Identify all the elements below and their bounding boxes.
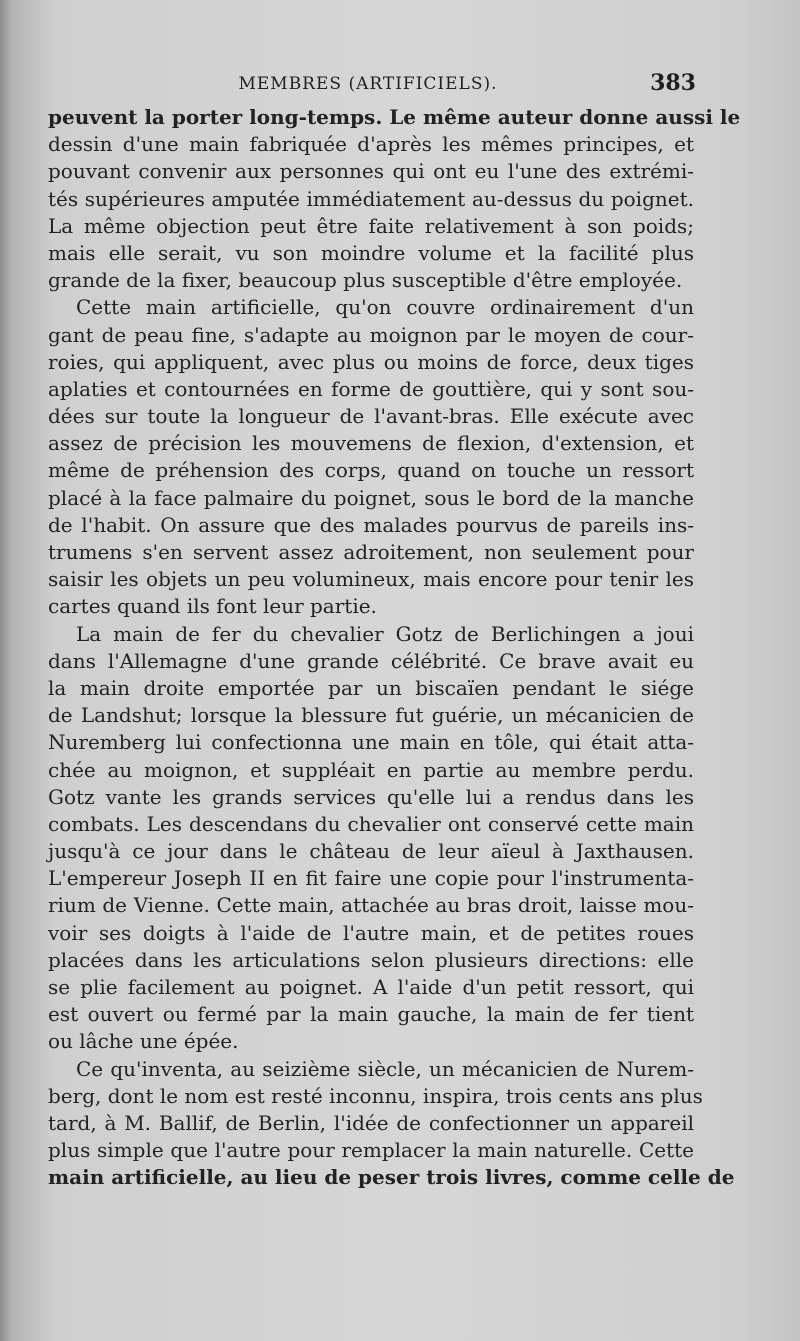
text-line: placées dans les articulations selon plusieurs directions: elle [48,947,694,972]
text-line: peuvent la porter long-temps. Le même auteur donne aussi le [48,105,741,129]
text-line: grande de la fixer, beaucoup plus susceptible d'être employée. [48,268,683,293]
text-line: de Landshut; lorsque la blessure fut guérie, un mécanicien de [48,703,694,728]
page-number: 383 [650,70,696,96]
page-gutter-shadow [0,0,14,1341]
text-line: ou lâche une épée. [48,1029,239,1054]
text-line: la main droite emportée par un biscaïen pendant le siége [48,675,694,700]
text-line: Nuremberg lui confectionna une main en tôle, qui était atta- [48,730,694,755]
text-line: rium de Vienne. Cette main, attachée au bras droit, laisse mou- [48,893,694,918]
text-line: placé à la face palmaire du poignet, sous le bord de la manche [48,485,694,510]
text-line: main artificielle, au lieu de peser trois livres, comme celle de [48,1165,735,1190]
text-line: trumens s'en servent assez adroitement, non seulement pour [48,540,694,564]
text-line: assez de précision les mouvemens de flexion, d'extension, et [48,431,694,456]
text-line: L'empereur Joseph II en fit faire une copie pour l'instrumenta- [48,866,694,891]
text-line: dées sur toute la longueur de l'avant-bras. Elle exécute avec [48,404,694,429]
text-line: cartes quand ils font leur partie. [48,594,377,619]
text-line: même de préhension des corps, quand on touche un ressort [48,458,694,483]
running-title: MEMBRES (ARTIFICIELS). [238,74,498,94]
text-line: dessin d'une main fabriquée d'après les mêmes principes, et [48,132,694,157]
text-line: gant de peau fine, s'adapte au moignon par le moyen de cour- [48,322,694,347]
book-page [14,0,800,1341]
text-line: plus simple que l'autre pour remplacer la main naturelle. Cette [48,1138,694,1163]
text-line: saisir les objets un peu volumineux, mais encore pour tenir les [48,567,694,592]
text-line: combats. Les descendans du chevalier ont conservé cette main [48,811,694,836]
body-text [48,104,741,1192]
text-line: est ouvert ou fermé par la main gauche, la main de fer tient [48,1002,694,1027]
text-line: Gotz vante les grands services qu'elle lui a rendus dans les [48,784,694,809]
text-line: mais elle serait, vu son moindre volume et la facilité plus [48,240,694,265]
text-line: tard, à M. Ballif, de Berlin, l'idée de confectionner un appareil [48,1110,694,1135]
text-line: pouvant convenir aux personnes qui ont eu l'une des extrémi- [48,159,694,184]
running-header [40,68,696,100]
text-line: se plie facilement au poignet. A l'aide d'un petit ressort, qui [48,975,694,999]
text-line: La main de fer du chevalier Gotz de Berlichingen a joui [76,621,694,646]
text-line: chée au moignon, et suppléait en partie au membre perdu. [48,757,694,782]
text-line: voir ses doigts à l'aide de l'autre main, et de petites roues [48,920,694,945]
text-line: dans l'Allemagne d'une grande célébrité. Ce brave avait eu [48,648,694,673]
text-line: La même objection peut être faite relativement à son poids; [48,213,694,238]
text-line: roies, qui appliquent, avec plus ou moins de force, deux tiges [48,349,694,374]
text-line: Cette main artificielle, qu'on couvre ordinairement d'un [76,295,694,320]
text-line: Ce qu'inventa, au seizième siècle, un mécanicien de Nurem- [76,1056,694,1081]
text-line: aplaties et contournées en forme de gouttière, qui y sont sou- [48,376,694,401]
text-line: berg, dont le nom est resté inconnu, inspira, trois cents ans plus [48,1083,703,1108]
text-line: jusqu'à ce jour dans le château de leur aïeul à Jaxthausen. [48,839,694,864]
text-line: de l'habit. On assure que des malades pourvus de pareils ins- [48,512,694,537]
text-line: tés supérieures amputée immédiatement au-dessus du poignet. [48,186,694,211]
